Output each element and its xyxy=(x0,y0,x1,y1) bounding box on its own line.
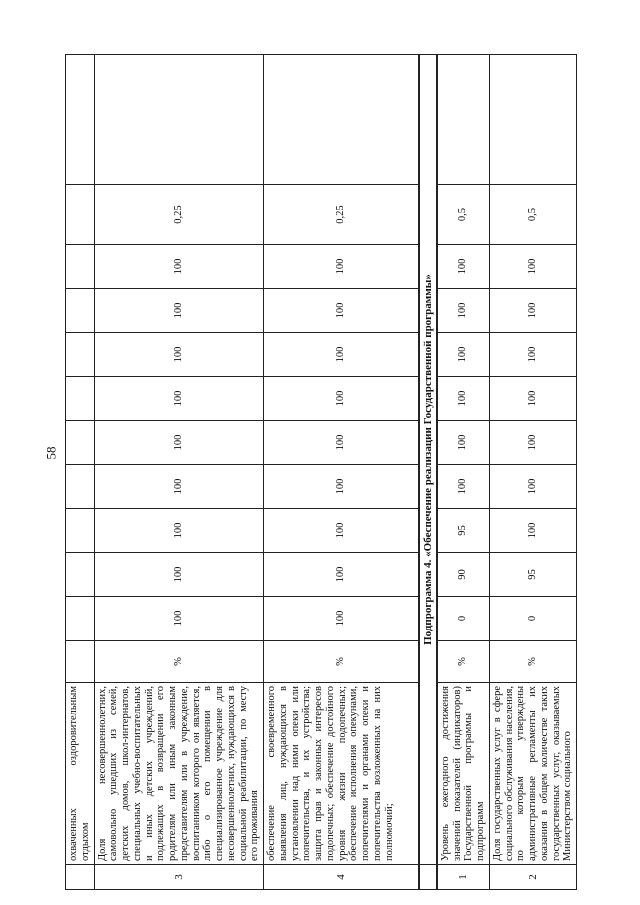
weight-cell xyxy=(66,185,95,245)
value-cell: 100 xyxy=(264,245,419,289)
weight-cell: 0,25 xyxy=(264,185,419,245)
value-cell: 100 xyxy=(489,245,576,289)
value-cell: 100 xyxy=(489,289,576,333)
value-cell: 100 xyxy=(94,245,264,289)
value-cell: 100 xyxy=(489,333,576,377)
value-cell: 100 xyxy=(489,465,576,509)
value-cell xyxy=(66,377,95,421)
value-cell xyxy=(66,465,95,509)
indicator-description: Доля государственных услуг в сфере социального обслуживания населения, по которым утверждены административные регламенты их оказания в общем количестве таких государственных услуг, оказываемых Министерством социального xyxy=(489,683,576,865)
value-cell: 100 xyxy=(264,509,419,553)
value-cell: 100 xyxy=(264,553,419,597)
value-cell: 0 xyxy=(437,597,490,641)
table-row xyxy=(489,55,576,890)
value-cell: 100 xyxy=(437,421,490,465)
value-cell: 100 xyxy=(437,289,490,333)
value-cell: 100 xyxy=(94,509,264,553)
value-cell: 100 xyxy=(264,421,419,465)
value-cell: 100 xyxy=(94,421,264,465)
weight-cell: 0,5 xyxy=(437,185,490,245)
section-number-cell xyxy=(419,865,437,890)
value-cell: 100 xyxy=(437,333,490,377)
value-cell: 100 xyxy=(94,289,264,333)
table-row xyxy=(264,55,419,890)
value-cell: 100 xyxy=(437,377,490,421)
indicator-description: Уровень ежегодного достижения значений показателей (индикаторов) Государственной программы и подпрограмм xyxy=(437,683,490,865)
value-cell: 95 xyxy=(489,553,576,597)
value-cell: 100 xyxy=(94,553,264,597)
empty-cell xyxy=(489,55,576,185)
value-cell: 100 xyxy=(264,377,419,421)
unit-cell xyxy=(66,641,95,683)
value-cell: 100 xyxy=(437,245,490,289)
row-number: 2 xyxy=(489,865,576,890)
unit-cell: % xyxy=(94,641,264,683)
value-cell: 100 xyxy=(94,377,264,421)
row-number: 4 xyxy=(264,865,419,890)
value-cell: 100 xyxy=(489,377,576,421)
value-cell: 100 xyxy=(94,333,264,377)
value-cell: 100 xyxy=(264,597,419,641)
indicator-description: обеспечение своевременного выявления лиц, нуждающихся в установлении над ними опеки или попечительства, и их устройства; защита прав и законных интересов подопечных; обеспечение достойного уровня жизни подопечных; обеспечение исполнения опекунами, попечителями и органами опеки и попечительства возложенных на них полномочий; xyxy=(264,683,419,865)
empty-cell xyxy=(437,55,490,185)
weight-cell: 0,25 xyxy=(94,185,264,245)
value-cell: 90 xyxy=(437,553,490,597)
value-cell xyxy=(66,509,95,553)
value-cell: 100 xyxy=(264,289,419,333)
value-cell: 100 xyxy=(94,465,264,509)
rotated-table-page xyxy=(65,55,585,890)
value-cell: 100 xyxy=(489,421,576,465)
value-cell: 100 xyxy=(94,597,264,641)
empty-cell xyxy=(264,55,419,185)
value-cell: 100 xyxy=(489,509,576,553)
unit-cell: % xyxy=(489,641,576,683)
indicator-description: Доля несовершеннолетних, самовольно ушедших из семей, детских домов, школ-интернатов, специальных учебно-воспитательных и иных детских учреждений, подлежащих в возвращении его родителям или иным законным представителям или в учреждение, воспитанником которого он является, либо о его помещении в специализированное учреждение для несовершеннолетних, нуждающихся в социальной реабилитации, по месту его проживания xyxy=(94,683,264,865)
table-row xyxy=(94,55,264,890)
row-number: 3 xyxy=(94,865,264,890)
table-row xyxy=(437,55,490,890)
value-cell: 100 xyxy=(264,333,419,377)
unit-cell: % xyxy=(264,641,419,683)
indicator-description: охваченных оздоровительным отдыхом xyxy=(66,683,95,865)
value-cell xyxy=(66,421,95,465)
table-row xyxy=(66,55,95,890)
value-cell: 0 xyxy=(489,597,576,641)
value-cell xyxy=(66,245,95,289)
value-cell xyxy=(66,289,95,333)
row-number xyxy=(66,865,95,890)
value-cell xyxy=(66,333,95,377)
empty-cell xyxy=(66,55,95,185)
page-number: 58 xyxy=(43,446,58,459)
page-number-container xyxy=(40,0,62,905)
unit-cell: % xyxy=(437,641,490,683)
indicators-table xyxy=(65,54,577,890)
value-cell: 95 xyxy=(437,509,490,553)
value-cell: 100 xyxy=(437,465,490,509)
row-number: 1 xyxy=(437,865,490,890)
section-title: Подпрограмма 4. «Обеспечение реализации Государственной программы» xyxy=(419,55,437,865)
value-cell xyxy=(66,553,95,597)
empty-cell xyxy=(94,55,264,185)
value-cell xyxy=(66,597,95,641)
weight-cell: 0,5 xyxy=(489,185,576,245)
value-cell: 100 xyxy=(264,465,419,509)
section-header-row xyxy=(419,55,437,890)
